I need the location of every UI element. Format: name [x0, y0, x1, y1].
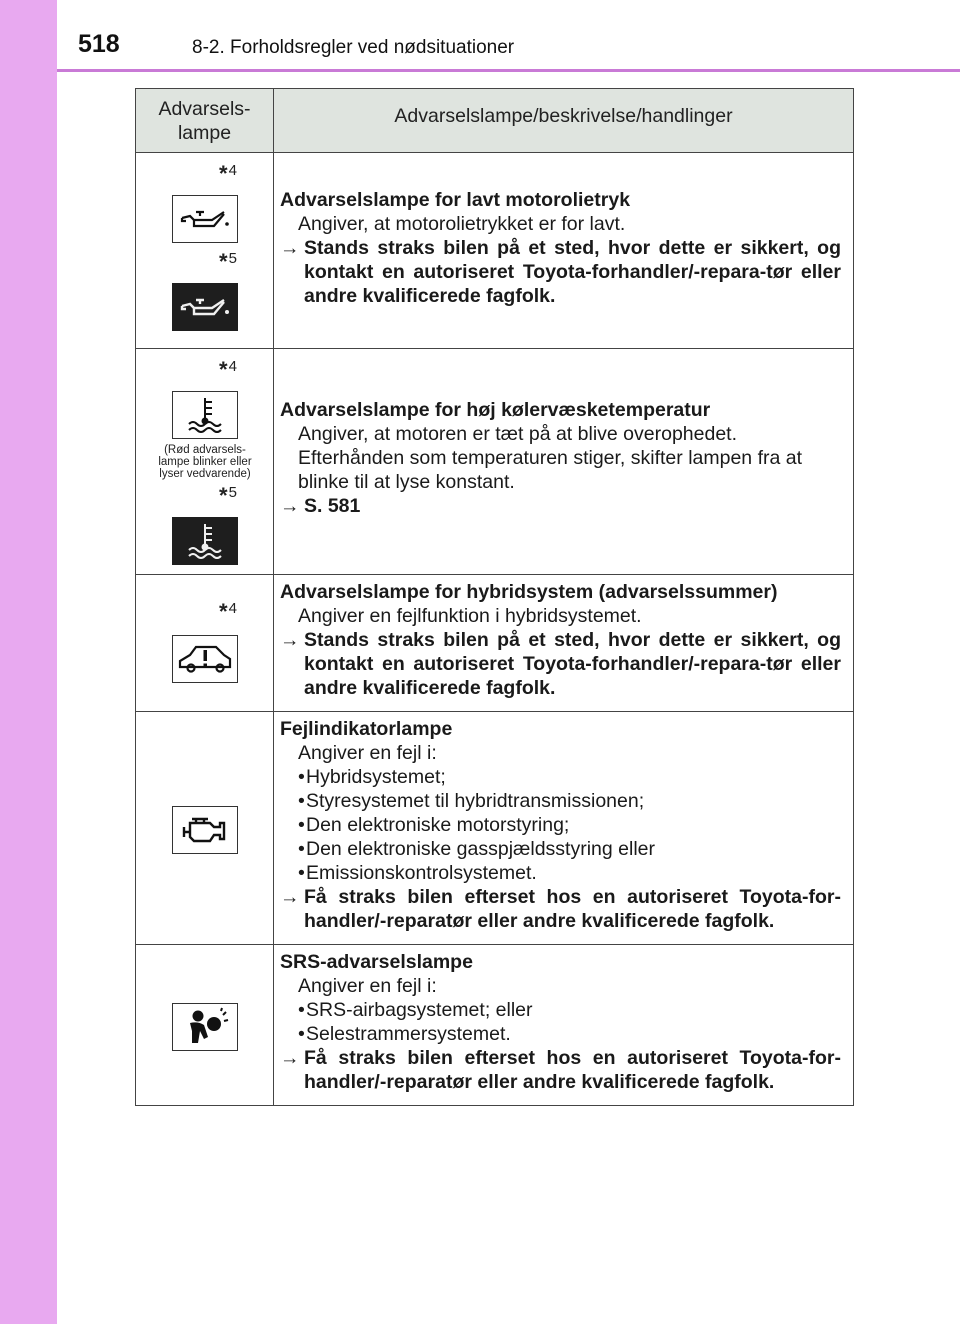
lamp-note: (Rød advarsels- lampe blinker eller lyser vedvarende)	[158, 444, 252, 480]
lamp-description: Efterhånden som temperaturen stiger, skifter lampen fra at blinke til at lyse konstant.	[298, 447, 803, 493]
lamp-title: Fejlindikatorlampe	[280, 718, 453, 740]
action-text: → Stands straks bilen på et sted, hvor dette er sikkert, og kontakt en autoriseret Toyota-forhandler/-repara-tør eller andre kvalificerede fagfolk.	[280, 237, 841, 307]
list-item: • Selestrammersystemet.	[280, 1022, 841, 1046]
lamp-cell	[136, 349, 274, 574]
table-row	[136, 152, 853, 348]
check-engine-icon	[172, 806, 238, 854]
arrow-right-icon: →	[280, 629, 300, 651]
header-rule	[57, 69, 960, 72]
chapter-title: 8-2. Forholdsregler ved nødsituationer	[192, 37, 515, 58]
footnote-marker: *5	[219, 483, 237, 508]
srs-airbag-icon	[172, 1003, 238, 1051]
arrow-right-icon: →	[280, 237, 300, 259]
header-cell-lamp	[136, 89, 274, 152]
footnote-marker: *4	[219, 161, 237, 186]
lamp-description: Angiver en fejlfunktion i hybridsystemet.	[298, 605, 642, 627]
action-text: → Stands straks bilen på et sted, hvor dette er sikkert, og kontakt en autoriseret Toyota-forhandler/-repara-tør eller andre kvalificerede fagfolk.	[280, 629, 841, 699]
oil-can-icon	[172, 195, 238, 243]
list-item: • Styresystemet til hybridtransmissionen;	[280, 789, 841, 813]
lamp-title: SRS-advarselslampe	[280, 951, 473, 973]
footnote-marker: *4	[219, 599, 237, 624]
page-number: 518	[78, 30, 120, 58]
description-cell	[274, 945, 853, 1105]
description-cell	[274, 712, 853, 944]
lamp-cell	[136, 575, 274, 711]
header-cell-description	[274, 89, 853, 152]
hybrid-system-warning-icon	[172, 635, 238, 683]
lamp-title: Advarselslampe for hybridsystem (advarselssummer)	[280, 581, 778, 603]
lamp-description: Angiver, at motoren er tæt på at blive overophedet.	[298, 423, 738, 445]
warning-lamp-table	[135, 88, 854, 1106]
table-row	[136, 711, 853, 944]
action-text: → Få straks bilen efterset hos en autoriseret Toyota-for-handler/-reparatør eller andre kvalificerede fagfolk.	[280, 886, 841, 932]
action-text: → S. 581	[280, 495, 361, 517]
description-cell	[274, 575, 853, 711]
arrow-right-icon: →	[280, 1047, 300, 1069]
table-row	[136, 574, 853, 711]
arrow-right-icon: →	[280, 886, 300, 908]
list-item: • SRS-airbagsystemet; eller	[280, 998, 841, 1022]
description-cell	[274, 153, 853, 348]
lamp-cell	[136, 712, 274, 944]
lamp-cell	[136, 153, 274, 348]
footnote-marker: *5	[219, 249, 237, 274]
lamp-title: Advarselslampe for høj kølervæsketemperatur	[280, 399, 711, 421]
table-row	[136, 944, 853, 1105]
list-item: • Emissionskontrolsystemet.	[280, 861, 841, 885]
list-item: • Den elektroniske gasspjældsstyring eller	[280, 837, 841, 861]
lamp-description: Angiver, at motorolietrykket er for lavt.	[298, 213, 626, 235]
lamp-cell	[136, 945, 274, 1105]
description-cell	[274, 349, 853, 574]
header-description-label: Advarselslampe/beskrivelse/handlinger	[394, 104, 733, 127]
oil-can-icon	[172, 283, 238, 331]
lamp-description: Angiver en fejl i:	[298, 742, 437, 764]
header-lamp-label: Advarsels- lampe	[158, 97, 251, 144]
list-item: • Den elektroniske motorstyring;	[280, 813, 841, 837]
coolant-temperature-icon	[172, 517, 238, 565]
action-text: → Få straks bilen efterset hos en autoriseret Toyota-for-handler/-reparatør eller andre kvalificerede fagfolk.	[280, 1047, 841, 1093]
table-row	[136, 348, 853, 574]
lamp-title: Advarselslampe for lavt motorolietryk	[280, 189, 631, 211]
lamp-description: Angiver en fejl i:	[298, 975, 437, 997]
footnote-marker: *4	[219, 357, 237, 382]
table-header-row	[136, 89, 853, 152]
side-color-strip	[0, 0, 57, 1324]
arrow-right-icon: →	[280, 495, 300, 517]
coolant-temperature-icon	[172, 391, 238, 439]
list-item: • Hybridsystemet;	[280, 765, 841, 789]
